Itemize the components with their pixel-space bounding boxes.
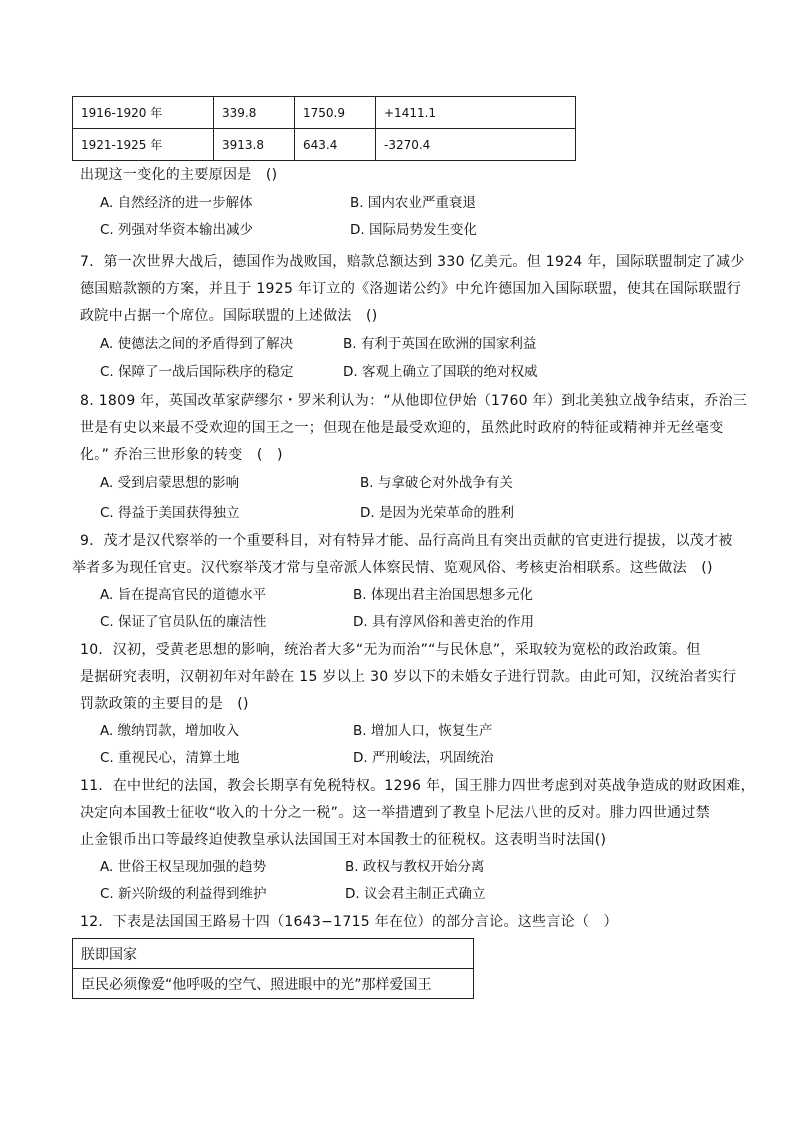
table-cell: 1921-1925 年: [73, 129, 214, 161]
q9-option-b[interactable]: B. 体现出君主治国思想多元化: [353, 587, 533, 603]
q10-option-a[interactable]: A. 缴纳罚款，增加收入: [100, 723, 240, 739]
q10-stem-line-1: 10．汉初，受黄老思想的影响，统治者大多“无为而治”“与民休息”，采取较为宽松的政治政策。但: [80, 642, 701, 658]
q8-option-d[interactable]: D. 是因为光荣革命的胜利: [360, 505, 514, 521]
q6-option-b[interactable]: B. 国内农业严重衰退: [350, 195, 476, 211]
q8-option-b[interactable]: B. 与拿破仑对外战争有关: [360, 475, 513, 491]
table-cell: +1411.1: [376, 97, 576, 129]
table-row: [73, 939, 474, 969]
table-cell: 1916-1920 年: [73, 97, 214, 129]
q11-stem-line-3: 止金银币出口等最终迫使教皇承认法国国王对本国教士的征税权。这表明当时法国(): [80, 832, 607, 848]
q10-option-b[interactable]: B. 增加人口，恢复生产: [353, 723, 493, 739]
q8-option-a[interactable]: A. 受到启蒙思想的影响: [100, 475, 240, 491]
q11-stem-line-2: 决定向本国教士征收“收入的十分之一税”。这一举措遭到了教皇卜尼法八世的反对。腓力四世通过禁: [80, 805, 711, 821]
table-cell: 3913.8: [214, 129, 295, 161]
q9-stem-line-2: 举者多为现任官吏。汉代察举茂才常与皇帝派人体察民情、览观风俗、考核吏治相联系。这些做法 (): [72, 560, 713, 576]
table-row: [73, 97, 576, 129]
table-cell: 643.4: [295, 129, 376, 161]
q10-stem-line-3: 罚款政策的主要目的是 (): [80, 696, 249, 712]
q11-option-a[interactable]: A. 世俗王权呈现加强的趋势: [100, 859, 267, 875]
q7-option-a[interactable]: A. 使德法之间的矛盾得到了解决: [100, 336, 294, 352]
q8-option-c[interactable]: C. 得益于美国获得独立: [100, 505, 240, 521]
table-cell: -3270.4: [376, 129, 576, 161]
q6-option-a[interactable]: A. 自然经济的进一步解体: [100, 195, 253, 211]
table-row: [73, 969, 474, 999]
q7-option-c[interactable]: C. 保障了一战后国际秩序的稳定: [100, 364, 294, 380]
q11-option-c[interactable]: C. 新兴阶级的利益得到维护: [100, 886, 267, 902]
q6-option-c[interactable]: C. 列强对华资本输出减少: [100, 222, 254, 238]
table-cell: 1750.9: [295, 97, 376, 129]
q8-stem-line-3: 化。” 乔治三世形象的转变 ( ): [80, 447, 283, 463]
quotes-table: [72, 938, 474, 999]
table-cell: 339.8: [214, 97, 295, 129]
q7-stem-line-1: 7．第一次世界大战后，德国作为战败国，赔款总额达到 330 亿美元。但 1924 年，国际联盟制定了减少: [80, 254, 745, 270]
q9-stem-line-1: 9．茂才是汉代察举的一个重要科目，对有特异才能、品行高尚且有突出贡献的官吏进行提拔，以茂才被: [80, 533, 733, 549]
q7-stem-line-2: 德国赔款额的方案，并且于 1925 年订立的《洛迦诺公约》中允许德国加入国际联盟，使其在国际联盟行: [80, 281, 742, 297]
q10-option-c[interactable]: C. 重视民心，清算土地: [100, 750, 240, 766]
q11-option-b[interactable]: B. 政权与教权开始分离: [345, 859, 485, 875]
q9-option-d[interactable]: D. 具有淳风俗和善吏治的作用: [353, 614, 534, 630]
q12-stem: 12．下表是法国国王路易十四（1643−1715 年在位）的部分言论。这些言论（ ）: [80, 914, 618, 930]
table-cell: 臣民必须像爱“他呼吸的空气、照进眼中的光”那样爱国王: [73, 969, 474, 999]
q7-stem-line-3: 政院中占据一个席位。国际联盟的上述做法 (): [80, 308, 378, 324]
table-row: [73, 129, 576, 161]
q7-option-b[interactable]: B. 有利于英国在欧洲的国家利益: [343, 336, 537, 352]
q10-stem-line-2: 是据研究表明，汉朝初年对年龄在 15 岁以上 30 岁以下的未婚女子进行罚款。由此可知，汉统治者实行: [80, 669, 737, 685]
q10-option-d[interactable]: D. 严刑峻法，巩固统治: [353, 750, 494, 766]
q11-stem-line-1: 11．在中世纪的法国，教会长期享有免税特权。1296 年，国王腓力四世考虑到对英战争造成的财政困难，: [80, 778, 755, 794]
q6-stem: 出现这一变化的主要原因是 (): [80, 167, 278, 183]
q11-option-d[interactable]: D. 议会君主制正式确立: [345, 886, 486, 902]
q9-option-c[interactable]: C. 保证了官员队伍的廉洁性: [100, 614, 267, 630]
q9-option-a[interactable]: A. 旨在提高官民的道德水平: [100, 587, 267, 603]
table-cell: 朕即国家: [73, 939, 474, 969]
trade-data-table: [72, 96, 576, 161]
q6-option-d[interactable]: D. 国际局势发生变化: [350, 222, 477, 238]
q7-option-d[interactable]: D. 客观上确立了国联的绝对权威: [343, 364, 538, 380]
q8-stem-line-1: 8. 1809 年，英国改革家萨缪尔・罗米利认为：“从他即位伊始（1760 年）到北美独立战争结束，乔治三: [80, 393, 748, 409]
q8-stem-line-2: 世是有史以来最不受欢迎的国王之一；但现在他是最受欢迎的，虽然此时政府的特征或精神并无丝毫变: [80, 420, 724, 436]
